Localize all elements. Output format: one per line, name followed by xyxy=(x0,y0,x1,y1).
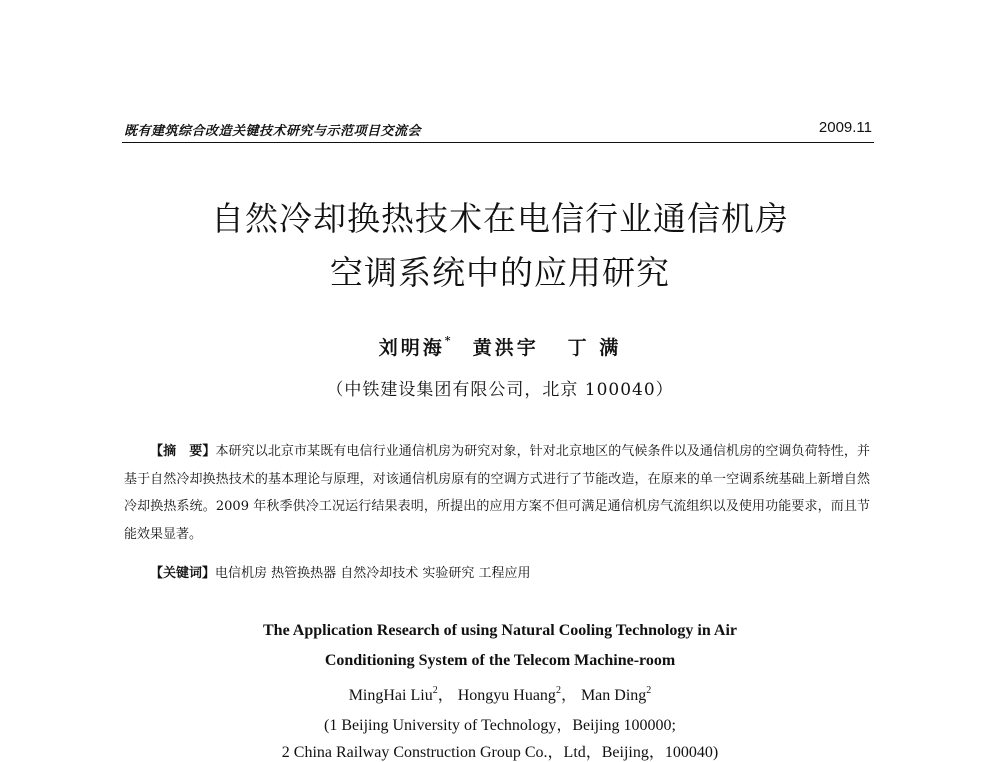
author-en-2: Hongyu Huang xyxy=(457,687,556,704)
running-header xyxy=(122,120,874,143)
keywords-label: 【关键词】 xyxy=(150,566,216,581)
affiliation-en-line-1: (1 Beijing University of Technology，Beijing 100000; xyxy=(324,717,676,734)
corresponding-author-mark: * xyxy=(444,334,454,347)
author-cn-3: 丁 满 xyxy=(567,337,622,359)
author-en-1: MingHai Liu xyxy=(348,687,433,704)
keywords-text: 电信机房 热管换热器 自然冷却技术 实验研究 工程应用 xyxy=(215,566,531,581)
abstract-label: 【摘 要】 xyxy=(150,444,216,459)
author-en-1-affil: 2 xyxy=(432,685,438,696)
abstract-cn xyxy=(124,438,870,548)
issue-date: 2009.11 xyxy=(818,119,872,136)
author-cn-2: 黄洪宇 xyxy=(472,337,539,359)
conference-series-title: 既有建筑综合改造关键技术研究与示范项目交流会 xyxy=(124,124,422,139)
title-cn-line-2: 空调系统中的应用研究 xyxy=(330,253,670,292)
title-en-line-2: Conditioning System of the Telecom Machine-room xyxy=(324,652,676,669)
authors-cn xyxy=(0,333,1000,360)
author-en-3: Man Ding xyxy=(580,687,647,704)
author-en-3-affil: 2 xyxy=(646,685,652,696)
authors-en xyxy=(0,682,1000,705)
affiliation-en-line-2: 2 China Railway Construction Group Co.，Ltd，Beijing，100040) xyxy=(281,744,719,761)
title-cn-line-1: 自然冷却换热技术在电信行业通信机房 xyxy=(211,199,789,238)
author-en-2-affil: 2 xyxy=(555,685,561,696)
affiliation-cn: （中铁建设集团有限公司，北京 100040） xyxy=(326,380,674,400)
keywords-cn xyxy=(150,563,870,585)
author-sep-2: ， xyxy=(560,687,577,704)
author-cn-1: 刘明海 xyxy=(378,337,445,359)
abstract-text: 本研究以北京市某既有电信行业通信机房为研究对象，针对北京地区的气候条件以及通信机房的空调负荷特性，并基于自然冷却换热技术的基本理论与原理，对该通信机房原有的空调方式进行了节能改造，在原来的单一空调系统基础上新增自然冷却换热系统。2009 年秋季供冷工况运行结果表明，所提出的应用方案不但可满足通信机房气流组织以及使用功能要求，而且节能效果显著。 xyxy=(124,444,870,542)
title-en-line-1: The Application Research of using Natural Cooling Technology in Air xyxy=(263,622,737,639)
author-sep-1: ， xyxy=(437,687,454,704)
